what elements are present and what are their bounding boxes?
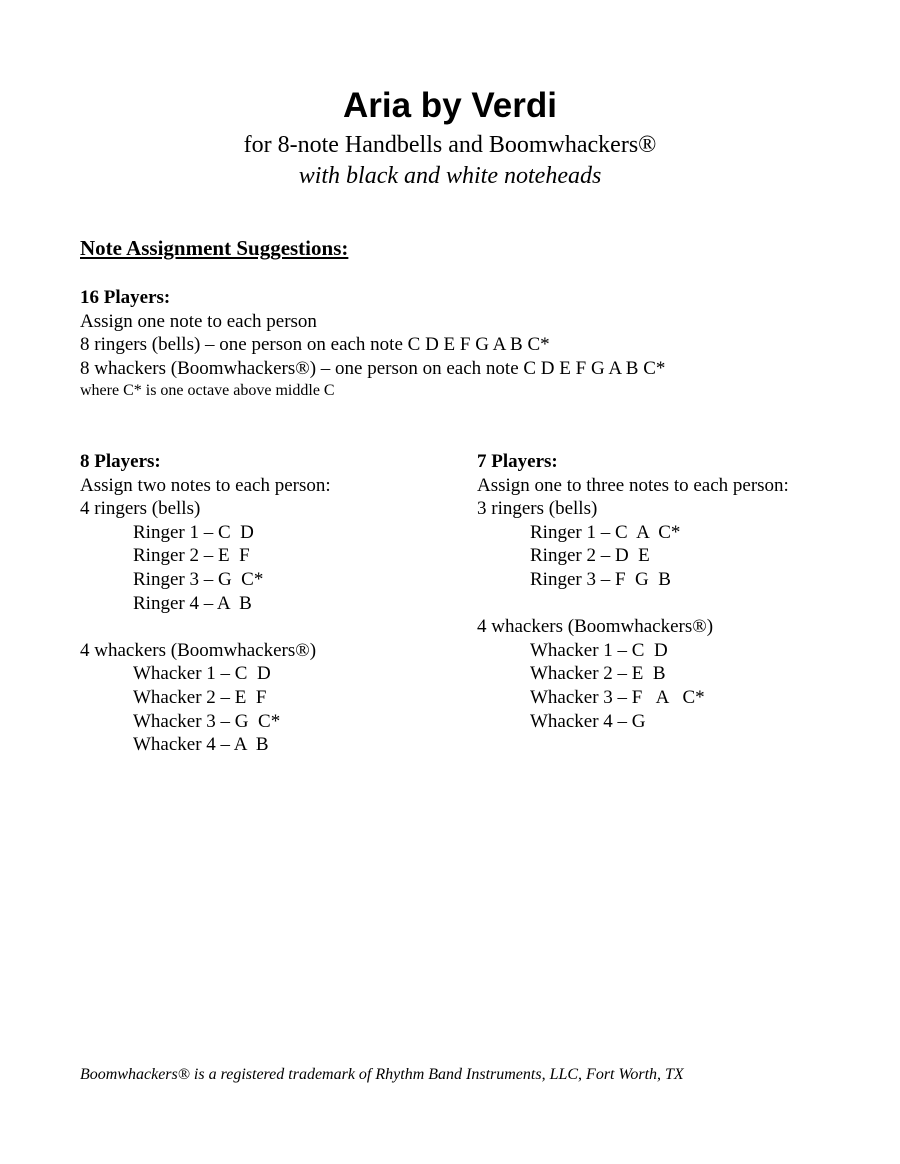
eight-players-heading: 8 Players: bbox=[80, 451, 161, 472]
list-item: Ringer 1 – C A C* bbox=[530, 521, 681, 543]
sixteen-players-line: 8 ringers (bells) – one person on each note C D E F G A B C* bbox=[80, 334, 550, 356]
list-item: Whacker 4 – G bbox=[530, 710, 646, 732]
eight-players-intro: Assign two notes to each person: bbox=[80, 474, 331, 496]
list-item: Whacker 3 – F A C* bbox=[530, 686, 705, 708]
list-item: Whacker 2 – E B bbox=[530, 663, 666, 685]
list-item: Ringer 1 – C D bbox=[133, 521, 254, 543]
seven-players-intro: Assign one to three notes to each person: bbox=[477, 474, 789, 496]
list-item: Ringer 4 – A B bbox=[133, 592, 252, 614]
seven-players-section bbox=[477, 450, 789, 733]
list-item: Ringer 2 – E F bbox=[133, 545, 250, 567]
seven-whackers-heading: 4 whackers (Boomwhackers®) bbox=[477, 616, 714, 638]
sixteen-players-line: Assign one note to each person bbox=[80, 310, 317, 332]
sixteen-players-note: where C* is one octave above middle C bbox=[80, 382, 335, 400]
sixteen-players-line: 8 whackers (Boomwhackers®) – one person on each note C D E F G A B C* bbox=[80, 357, 666, 379]
list-item: Ringer 3 – F G B bbox=[530, 568, 671, 590]
eight-ringers-heading: 4 ringers (bells) bbox=[80, 498, 201, 520]
list-item: Whacker 1 – C D bbox=[530, 639, 668, 661]
seven-players-heading: 7 Players: bbox=[477, 451, 558, 472]
sixteen-players-heading: 16 Players: bbox=[80, 287, 171, 308]
list-item: Whacker 2 – E F bbox=[133, 686, 267, 708]
spacer bbox=[477, 592, 789, 616]
list-item: Whacker 3 – G C* bbox=[133, 710, 281, 732]
eight-whackers-heading: 4 whackers (Boomwhackers®) bbox=[80, 639, 317, 661]
list-item: Whacker 1 – C D bbox=[133, 663, 271, 685]
page-title: Aria by Verdi bbox=[343, 86, 557, 125]
subtitle: for 8-note Handbells and Boomwhackers® bbox=[243, 132, 657, 158]
list-item: Ringer 3 – G C* bbox=[133, 568, 264, 590]
subtitle-italic: with black and white noteheads bbox=[298, 163, 602, 189]
sixteen-players-section bbox=[80, 286, 665, 402]
list-item: Ringer 2 – D E bbox=[530, 545, 650, 567]
section-heading: Note Assignment Suggestions: bbox=[80, 236, 349, 260]
eight-players-section bbox=[80, 450, 331, 757]
seven-ringers-heading: 3 ringers (bells) bbox=[477, 498, 598, 520]
spacer bbox=[80, 615, 331, 639]
trademark-footer: Boomwhackers® is a registered trademark of Rhythm Band Instruments, LLC, Fort Worth, TX bbox=[80, 1066, 684, 1083]
list-item: Whacker 4 – A B bbox=[133, 734, 269, 756]
